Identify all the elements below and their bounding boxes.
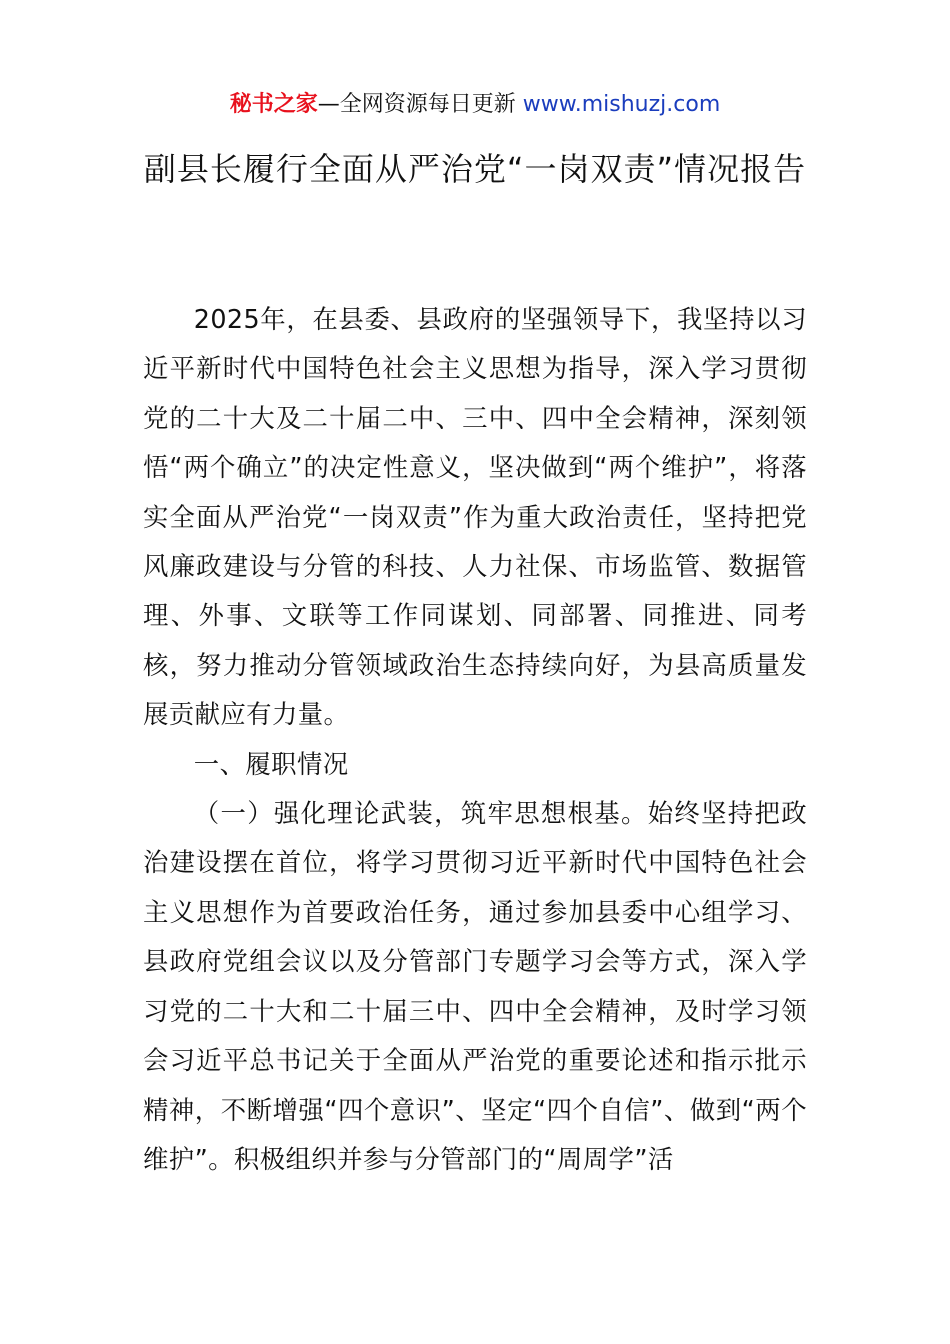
site-header <box>0 90 950 120</box>
section-heading: 一、履职情况 <box>193 748 349 779</box>
document-body <box>143 295 807 1184</box>
header-tagline: —全网资源每日更新 <box>317 92 523 117</box>
site-url-link[interactable]: www.mishuzj.com <box>522 92 721 117</box>
document-title: 副县长履行全面从严治党“一岗双责”情况报告 <box>143 150 807 188</box>
section-paragraph: （一）强化理论武装，筑牢思想根基。始终坚持把政治建设摆在首位，将学习贯彻习近平新时代中国特色社会主义思想作为首要政治任务，通过参加县委中心组学习、县政府党组会议以及分管部门专题学习会等方式，深入学习党的二十大和二十届三中、四中全会精神，及时学习领会习近平总书记关于全面从严治党的重要论述和指示批示精神，不断增强“四个意识”、坚定“四个自信”、做到“两个维护”。积极组织并参与分管部门的“周周学”活 <box>143 798 807 1174</box>
brand-name: 秘书之家 <box>229 92 318 117</box>
intro-paragraph: 2025年，在县委、县政府的坚强领导下，我坚持以习近平新时代中国特色社会主义思想为指导，深入学习贯彻党的二十大及二十届二中、三中、四中全会精神，深刻领悟“两个确立”的决定性意义，坚决做到“两个维护”，将落实全面从严治党“一岗双责”作为重大政治责任，坚持把党风廉政建设与分管的科技、人力社保、市场监管、数据管理、外事、文联等工作同谋划、同部署、同推进、同考核，努力推动分管领域政治生态持续向好，为县高质量发展贡献应有力量。 <box>143 304 807 730</box>
